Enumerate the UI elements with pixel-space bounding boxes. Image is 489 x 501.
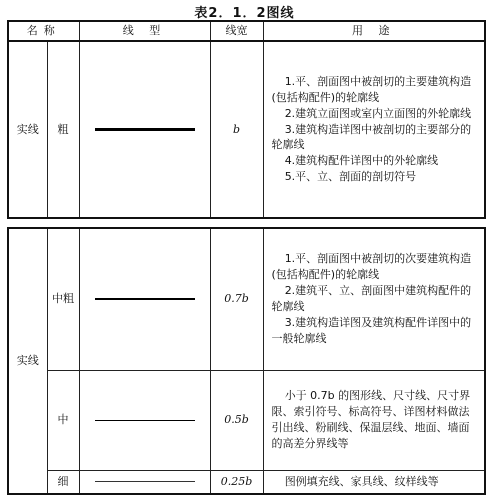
- usage-medium: [263, 370, 485, 470]
- category-solid: 实线: [8, 41, 47, 218]
- sub-medium-thick: 中粗: [47, 228, 79, 370]
- line-sample-cell: [79, 228, 210, 370]
- usage-line: 1.平、剖面图中被剖切的主要建筑构造(包括构配件)的轮廓线: [271, 74, 472, 104]
- usage-line: 小于 0.7b 的图形线、尺寸线、尺寸界限、索引符号、标高符号、详图材料做法引出线、粉刷线、保温层线、地面、墙面的高差分界线等: [271, 389, 471, 450]
- medium-line-sample: [95, 420, 195, 421]
- table-row: [8, 41, 485, 218]
- width-thin: 0.25b: [210, 470, 263, 494]
- header-width: 线宽: [210, 21, 263, 41]
- usage-medium-thick: [263, 228, 485, 370]
- usage-thin: [263, 470, 485, 494]
- header-usage: 用 途: [263, 21, 485, 41]
- line-type-table-part2: [7, 227, 486, 495]
- medium-thick-line-sample: [95, 298, 195, 300]
- table-row: [8, 370, 485, 470]
- table-row: [8, 228, 485, 370]
- usage-line: 图例填充线、家具线、纹样线等: [284, 474, 439, 488]
- table-caption: 表2．1．2图线: [194, 6, 295, 21]
- line-sample-cell: [79, 370, 210, 470]
- thin-line-sample: [95, 481, 195, 482]
- width-medium: 0.5b: [210, 370, 263, 470]
- header-line-type: 线 型: [79, 21, 210, 41]
- usage-line: 2.建筑立面图或室内立面图的外轮廓线: [284, 106, 472, 120]
- table-row: [8, 470, 485, 494]
- usage-thick: [263, 41, 485, 218]
- line-sample-cell: [79, 470, 210, 494]
- usage-line: 2.建筑平、立、剖面图中建筑构配件的轮廓线: [271, 284, 472, 314]
- thick-line-sample: [95, 128, 195, 131]
- width-medium-thick: 0.7b: [210, 228, 263, 370]
- usage-line: 3.建筑构造详图及建筑构配件详图中的一般轮廓线: [271, 316, 472, 346]
- sub-thick: 粗: [47, 41, 79, 218]
- sub-medium: 中: [47, 370, 79, 470]
- header-name: 名称: [8, 21, 79, 41]
- category-solid: 实线: [8, 228, 47, 494]
- usage-line: 3.建筑构造详图中被剖切的主要部分的轮廓线: [271, 122, 472, 152]
- width-thick: b: [210, 41, 263, 218]
- usage-line: 4.建筑构配件详图中的外轮廓线: [284, 154, 439, 168]
- line-type-table-part1: [7, 20, 486, 219]
- sub-thin: 细: [47, 470, 79, 494]
- usage-line: 5.平、立、剖面的剖切符号: [284, 170, 417, 184]
- table-header-row: [8, 21, 485, 41]
- usage-line: 1.平、剖面图中被剖切的次要建筑构造(包括构配件)的轮廓线: [271, 252, 472, 282]
- line-sample-cell: [79, 41, 210, 218]
